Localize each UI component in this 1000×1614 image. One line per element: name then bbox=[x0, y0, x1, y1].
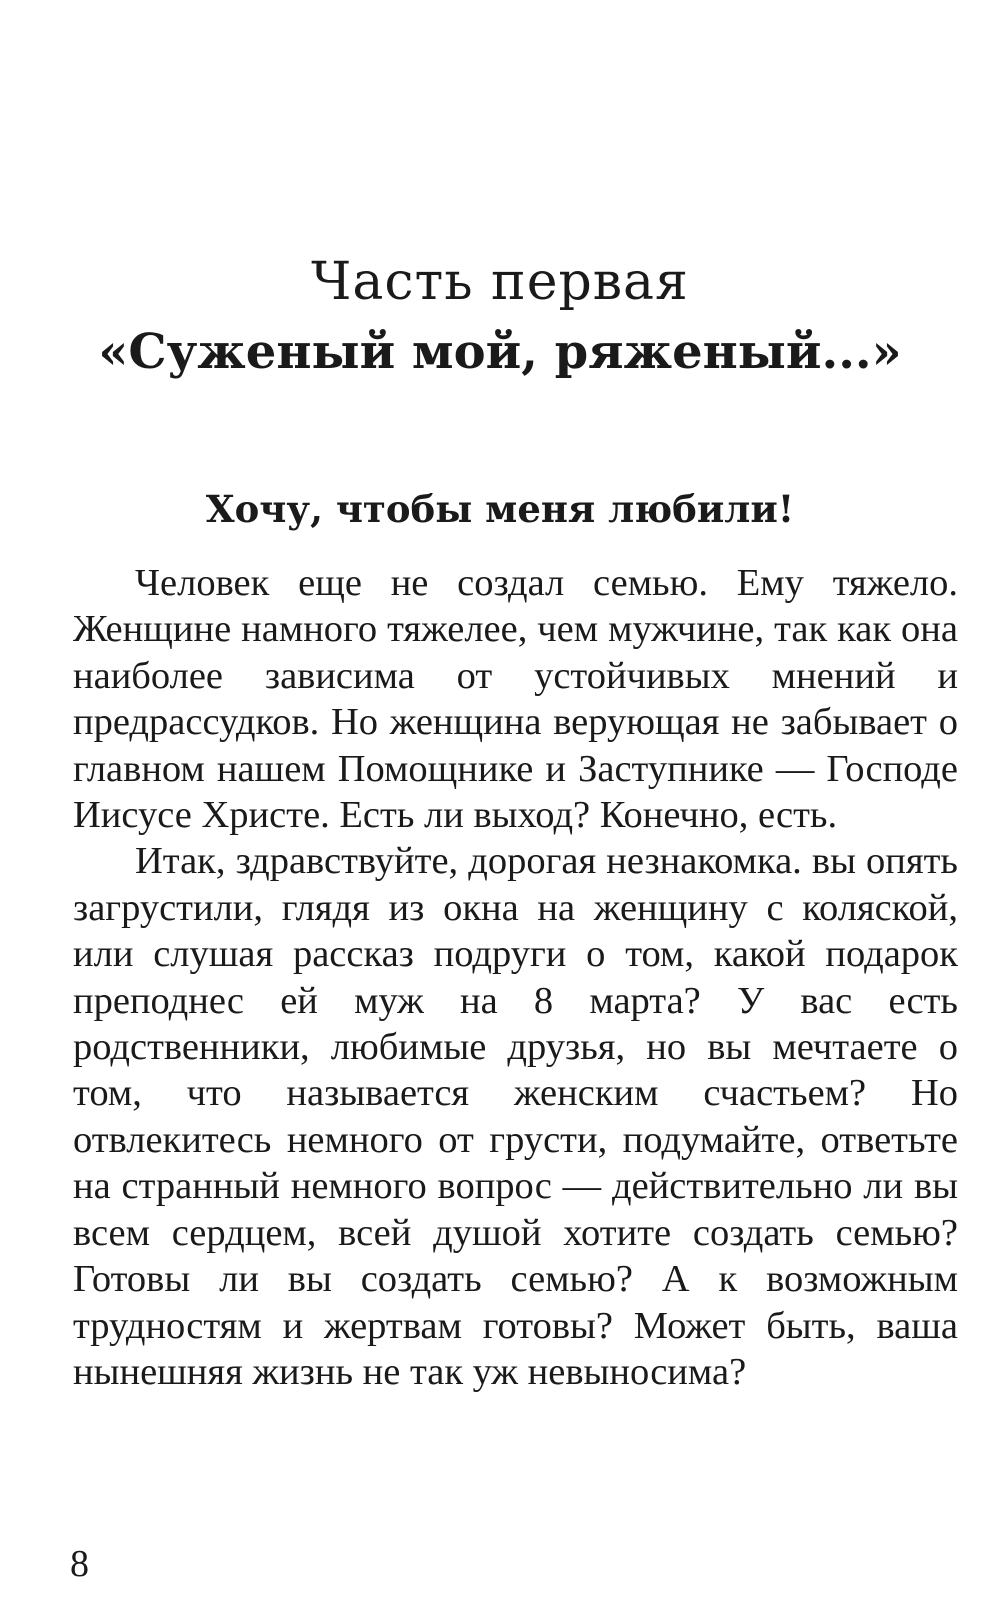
chapter-title: Хочу, чтобы меня любили! bbox=[205, 487, 795, 531]
body-text bbox=[73, 560, 958, 1395]
part-subtitle: «Суженый мой, ряженый...» bbox=[98, 324, 902, 380]
page-number: 8 bbox=[70, 1543, 89, 1585]
paragraph-2: Итак, здравствуйте, дорогая незнакомка. вы опять загрустили, глядя из окна на женщину с коляской, или слушая рассказ подруги о том, какой подарок преподнес ей муж на 8 марта? У вас есть родственники, любимые друзья, но вы мечтаете о том, что называется женским счастьем? Но отвлекитесь немного от грусти, подумайте, ответьте на странный немного вопрос — действительно ли вы всем сердцем, всей душой хотите создать семью? Готовы ли вы создать семью? А к возможным трудностям и жертвам готовы? Может быть, ваша нынешняя жизнь не так уж невыносима? bbox=[73, 840, 958, 1393]
paragraph-1: Человек еще не создал семью. Ему тяжело. Женщине намного тяжелее, чем мужчине, так как она наиболее зависима от устойчивых мнений и предрассудков. Но женщина верующая не забывает о главном нашем Помощнике и Заступнике — Господе Иисусе Христе. Есть ли выход? Конечно, есть. bbox=[73, 562, 958, 837]
part-title: Часть первая bbox=[311, 252, 689, 312]
